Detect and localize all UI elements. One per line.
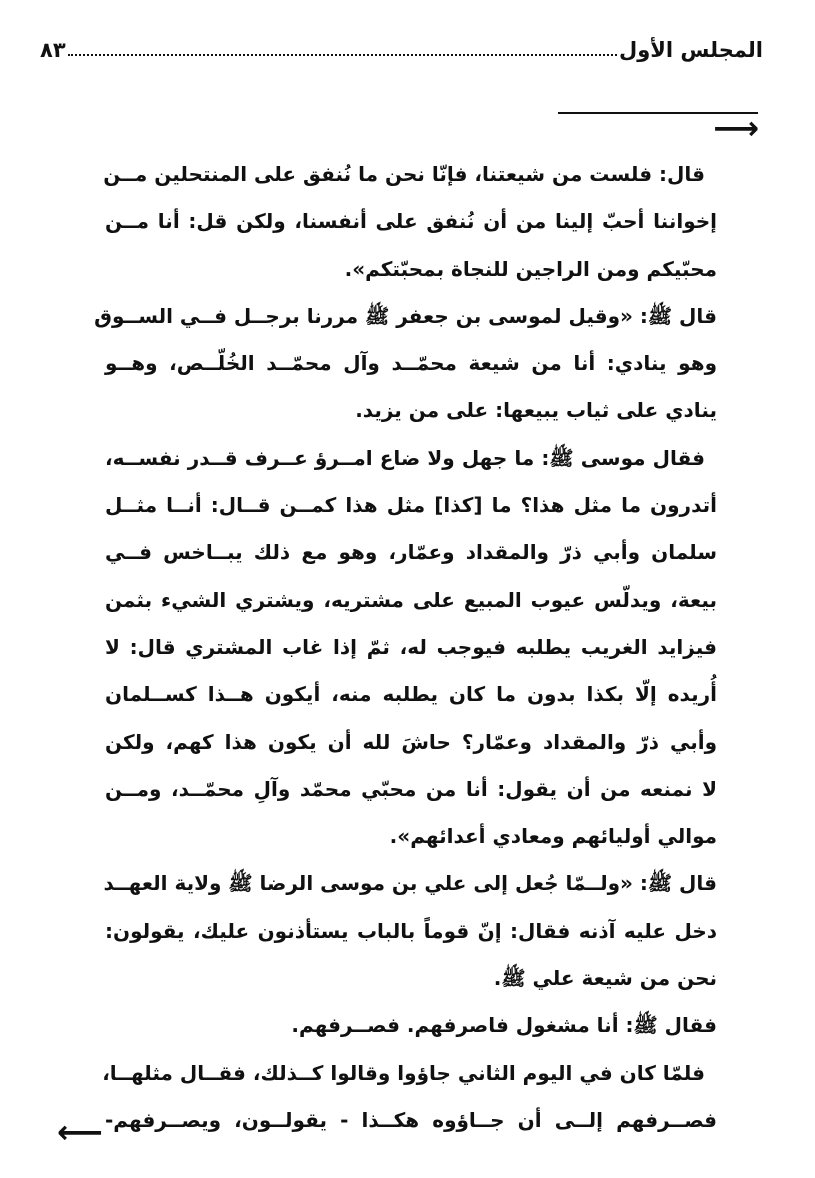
text-line: سلمان وأبي ذرّ والمقداد وعمّار، وهو مع ذلك يبــاخس فــي	[105, 540, 717, 565]
text-line: فلمّا كان في اليوم الثاني جاؤوا وقالوا كــذلك، فقــال مثلهــا،	[102, 1060, 705, 1085]
text-line: نحن من شيعة علي ﷺ.	[493, 966, 717, 991]
text-line: إخواننا أحبّ إلينا من أن نُنفق على أنفسنا، ولكن قل: أنا مــن	[105, 209, 717, 234]
text-line: محبّيكم ومن الراجين للنجاة بمحبّتكم».	[344, 256, 717, 281]
text-line: لا نمنعه من أن يقول: أنا من محبّي محمّد وآلِ محمّــد، ومــن	[105, 776, 717, 801]
text-line: فقال موسى ﷺ: ما جهل ولا ضاع امــرؤ عــرف قــدر نفســه،	[105, 445, 705, 470]
arrow-right-icon: ⟶	[713, 109, 759, 147]
text-line: فيزايد الغريب يطلبه فيوجب له، ثمّ إذا غاب المشتري قال: لا	[105, 634, 717, 659]
text-line: وهو ينادي: أنا من شيعة محمّــد وآل محمّــد الخُلّــص، وهــو	[105, 351, 717, 376]
body-text	[94, 151, 717, 1144]
text-line: قال ﷺ: «وقيل لموسى بن جعفر ﷺ مررنا برجــل فــي الســوق	[94, 303, 717, 328]
chapter-title: المجلس الأول	[619, 38, 763, 62]
text-line: وأبي ذرّ والمقداد وعمّار؟ حاشَ لله أن يكون هذا كهم، ولكن	[105, 729, 717, 754]
text-line: فقال ﷺ: أنا مشغول فاصرفهم. فصــرفهم.	[291, 1013, 717, 1038]
text-line: بيعة، ويدلّس عيوب المبيع على مشتريه، ويشتري الشيء بثمن	[105, 587, 717, 612]
text-line: دخل عليه آذنه فقال: إنّ قوماً بالباب يستأذنون عليك، يقولون:	[105, 918, 717, 943]
text-line: ينادي على ثياب يبيعها: على من يزيد.	[355, 398, 717, 423]
text-line: قال ﷺ: «ولــمّا جُعل إلى علي بن موسى الرضا ﷺ ولاية العهــد	[103, 871, 717, 896]
running-header	[40, 32, 763, 68]
arrow-left-icon: ⟵	[57, 1113, 103, 1151]
dotted-leader	[68, 54, 617, 56]
text-line: قال: فلست من شيعتنا، فإنّا نحن ما نُنفق على المنتحلين مــن	[103, 162, 705, 186]
text-line: فصــرفهم إلــى أن جــاؤوه هكــذا - يقولــون، ويصــرفهم-	[105, 1107, 717, 1132]
text-line: أُريده إلّا بكذا بدون ما كان يطلبه منه، أيكون هــذا كســلمان	[105, 682, 717, 707]
text-line: موالي أوليائهم ومعادي أعدائهم».	[389, 824, 717, 849]
text-line: أتدرون ما مثل هذا؟ ما [كذا] مثل هذا كمــن قــال: أنــا مثــل	[105, 493, 717, 518]
page-number: ٨٣	[40, 38, 66, 62]
